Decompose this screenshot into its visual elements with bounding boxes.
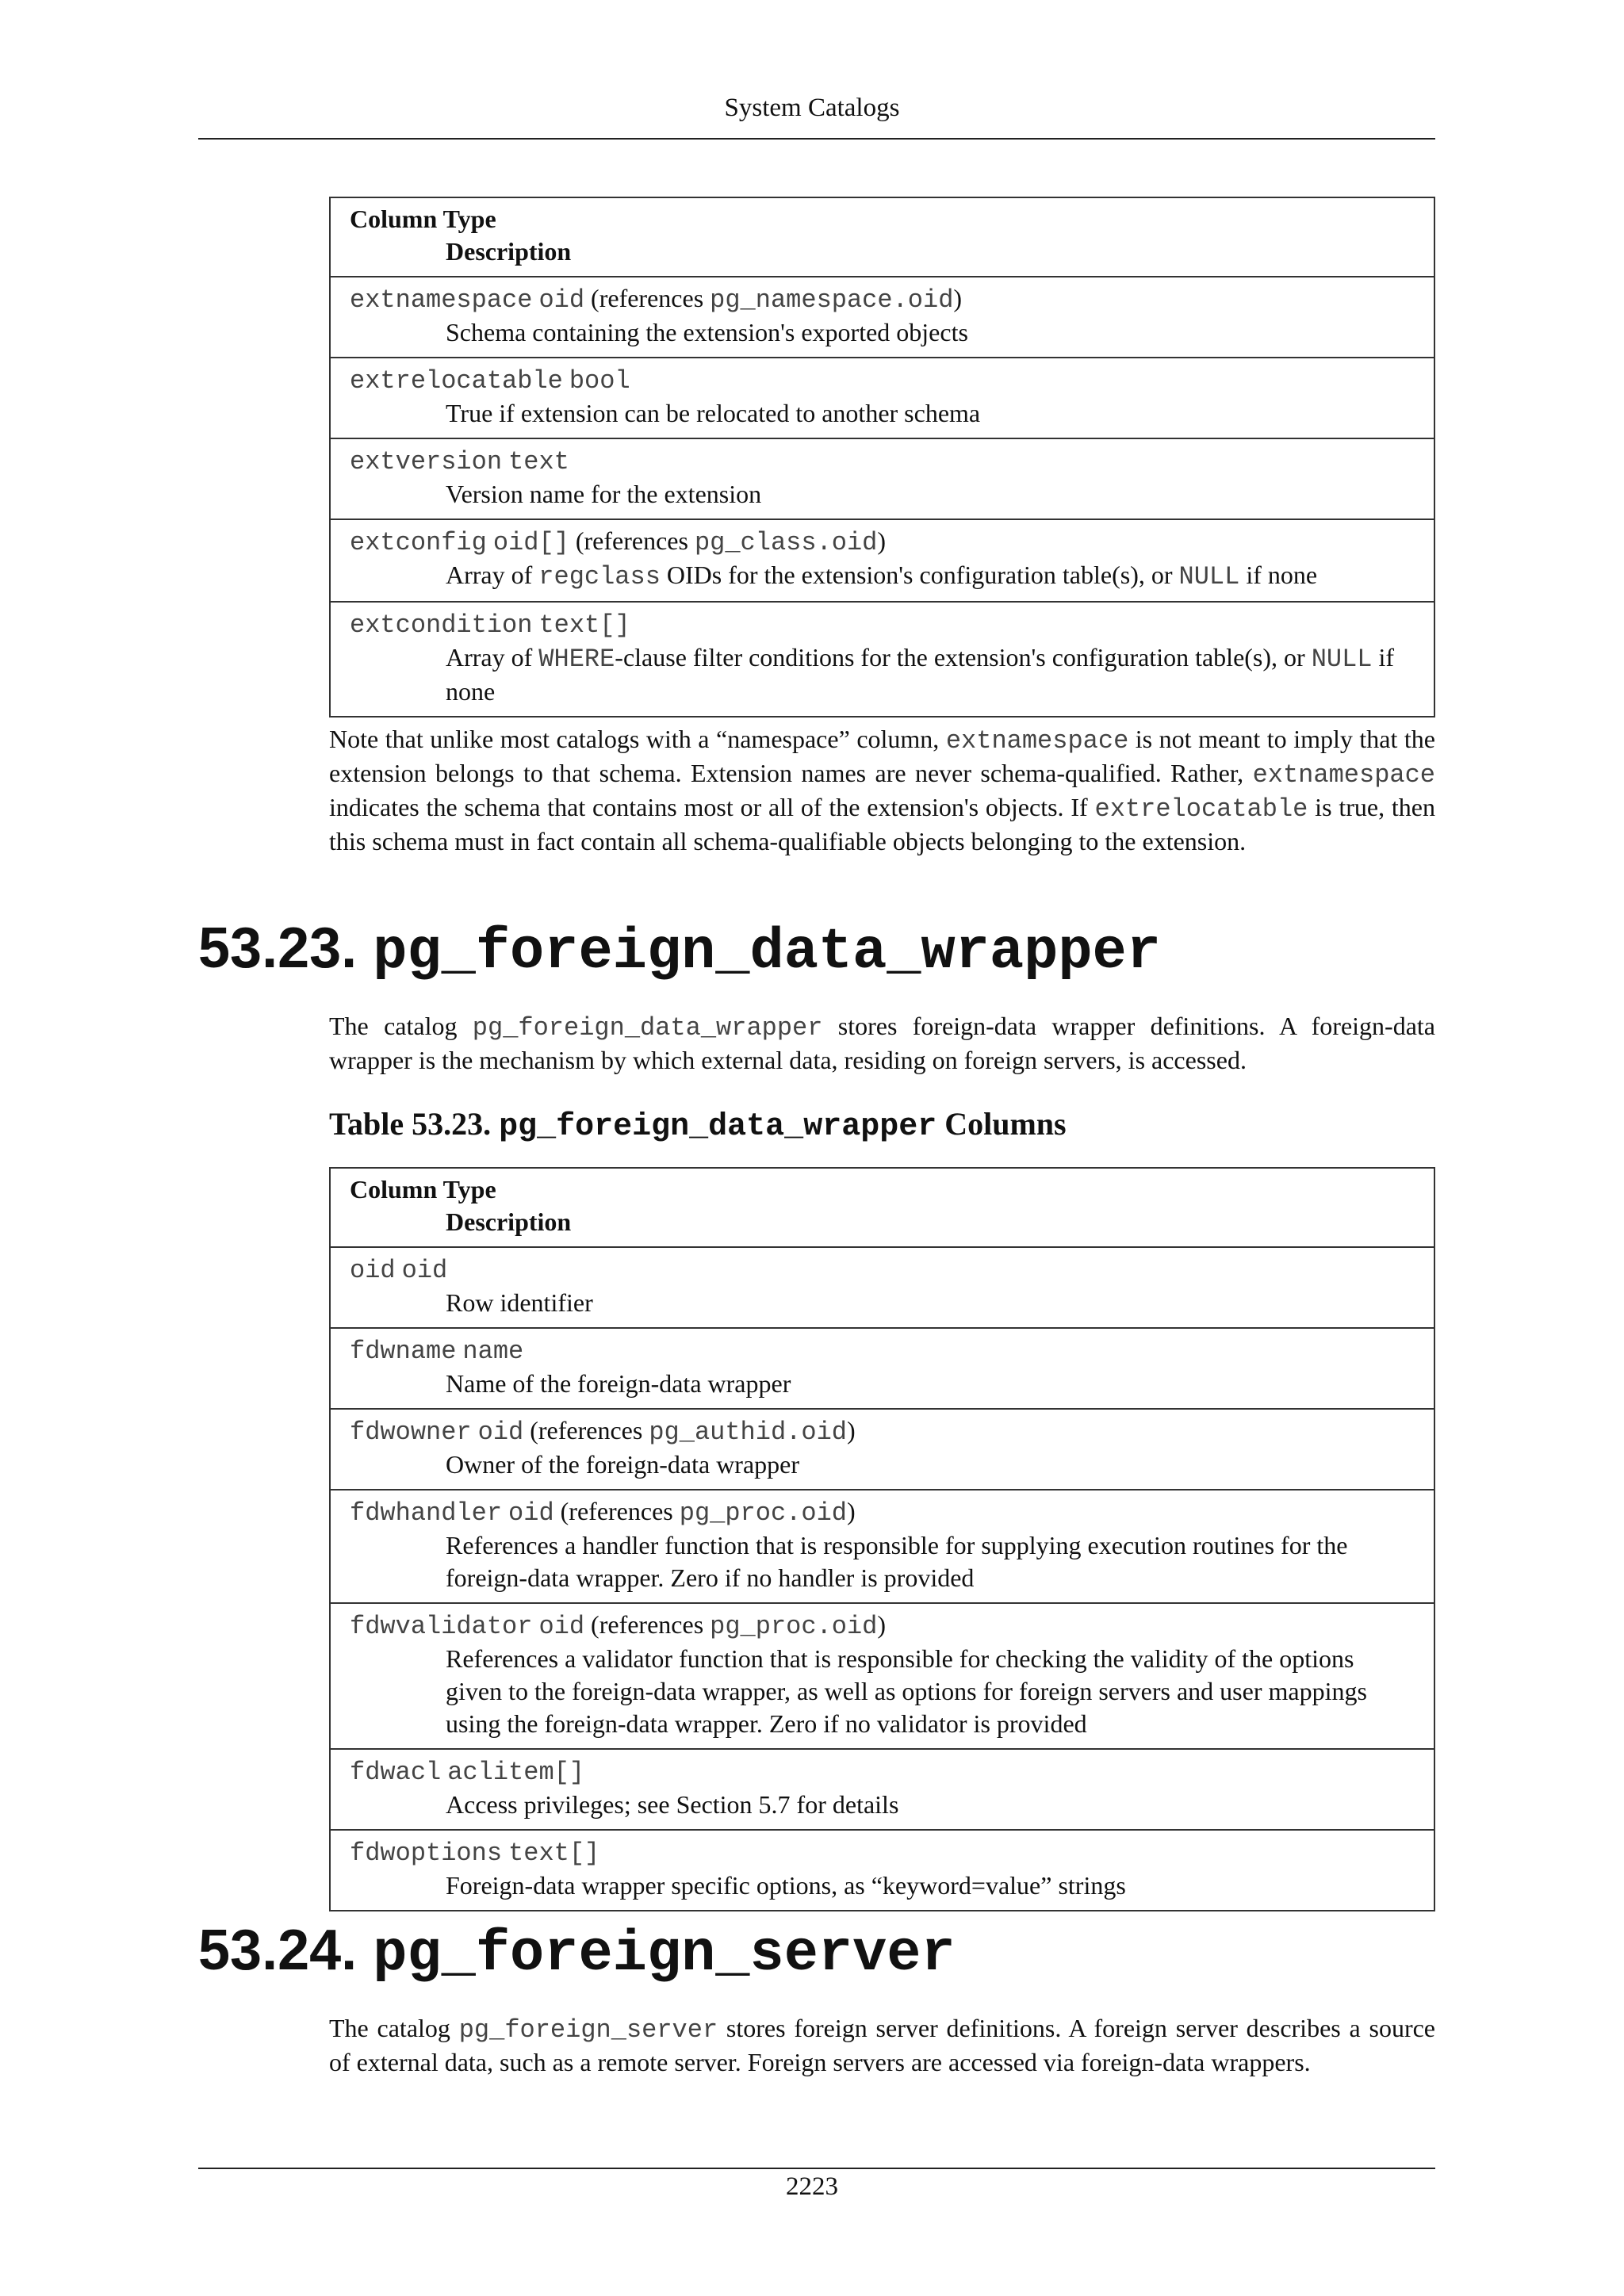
- table-caption-prefix: Table 53.23.: [329, 1106, 500, 1142]
- column-type: oid: [401, 1256, 448, 1285]
- text-run: stores foreign server definitions. A foreign server describes a source of external data, such as a remote server. Foreign servers are accessed via foreign-data wrappers.: [329, 2014, 1436, 2076]
- section-heading-53-23: [198, 916, 1161, 985]
- text-run: Note that unlike most catalogs with a “namespace” column,: [329, 725, 946, 753]
- table-row: [330, 277, 1434, 358]
- table-row: [330, 1409, 1434, 1490]
- note-paragraph: [329, 723, 1435, 858]
- text-run: Access privileges; see Section 5.7 for details: [446, 1790, 899, 1819]
- column-description: [350, 316, 1415, 349]
- table-row: [330, 358, 1434, 438]
- table-header-row: [330, 197, 1434, 277]
- column-name: extconfig: [350, 528, 487, 557]
- table-row: [330, 1603, 1434, 1749]
- column-signature: [350, 1495, 1415, 1529]
- table-cell: [330, 1409, 1434, 1490]
- column-signature: [350, 444, 1415, 478]
- text-run: is not meant to imply that the extension belongs to that schema. Extension names are never schema-qualified. Rather,: [329, 725, 1436, 787]
- table-cell: [330, 1247, 1434, 1328]
- references-target: pg_namespace.oid: [710, 285, 954, 315]
- text-run: Schema containing the extension's exported objects: [446, 318, 968, 346]
- references-close: ): [846, 1497, 856, 1525]
- code-term: extnamespace: [945, 726, 1129, 756]
- text-run: OIDs for the extension's configuration table(s), or: [660, 561, 1179, 589]
- page-number: 2223: [786, 2172, 838, 2201]
- table-cell: [330, 1603, 1434, 1749]
- table-cell: [330, 358, 1434, 438]
- column-description: [350, 1643, 1415, 1740]
- header-description: Description: [446, 1207, 572, 1236]
- column-signature: [350, 1414, 1415, 1448]
- code-term: extrelocatable: [1094, 794, 1308, 824]
- column-name: extrelocatable: [350, 366, 563, 396]
- table-row: [330, 438, 1434, 519]
- column-signature: [350, 1334, 1415, 1368]
- section-number: 53.23.: [198, 916, 358, 980]
- text-run: The catalog: [329, 2014, 459, 2042]
- table-cell: [330, 1490, 1434, 1603]
- column-type: aclitem[]: [447, 1758, 585, 1787]
- column-description: [350, 1287, 1415, 1319]
- header-column-type: Column Type: [350, 1175, 496, 1203]
- table-extension-continued: [329, 197, 1435, 718]
- text-run: is true, then this schema must in fact contain all schema-qualifiable objects belonging to the extension.: [329, 793, 1436, 855]
- text-run: The catalog: [329, 1012, 473, 1040]
- references-label: (references: [584, 1610, 710, 1639]
- column-description: [350, 478, 1415, 511]
- references-close: ): [877, 526, 887, 555]
- text-run: Version name for the extension: [446, 480, 762, 508]
- table-cell: [330, 1749, 1434, 1830]
- code-term: pg_foreign_data_wrapper: [472, 1013, 823, 1043]
- column-description: [350, 1789, 1415, 1821]
- column-signature: [350, 1755, 1415, 1789]
- table-caption-wrap: [329, 1105, 1435, 1145]
- column-name: fdwname: [350, 1337, 457, 1366]
- code-term: WHERE: [538, 645, 615, 674]
- references-target: pg_proc.oid: [679, 1498, 847, 1528]
- table-caption-suffix: Columns: [936, 1106, 1067, 1142]
- table-cell: [330, 1328, 1434, 1409]
- column-signature: [350, 363, 1415, 397]
- column-type: name: [462, 1337, 524, 1366]
- text-run: if none: [1239, 561, 1318, 589]
- section2-intro-wrap: [329, 2012, 1435, 2079]
- column-name: fdwacl: [350, 1758, 442, 1787]
- section-title: pg_foreign_data_wrapper: [373, 920, 1161, 985]
- column-type: bool: [569, 366, 630, 396]
- references-target: pg_authid.oid: [649, 1418, 847, 1447]
- table-extension-continued-wrap: [329, 197, 1435, 718]
- column-description: [350, 641, 1415, 708]
- code-term: pg_foreign_server: [458, 2015, 718, 2045]
- section-heading-53-24: [198, 1918, 956, 1987]
- references-label: (references: [569, 526, 695, 555]
- table-fdw-wrap: [329, 1167, 1435, 1911]
- column-description: [350, 1529, 1415, 1594]
- table-caption: [329, 1105, 1435, 1145]
- text-run: References a validator function that is responsible for checking the validity of the options given to the foreign-data wrapper, as well as options for foreign servers and user mappings using the foreign-data wrapper. Zero if no validator is provided: [446, 1644, 1367, 1738]
- column-name: extnamespace: [350, 285, 533, 315]
- column-type: oid: [538, 1612, 585, 1641]
- running-header: System Catalogs: [724, 94, 900, 122]
- header-rule: [198, 138, 1435, 140]
- references-label: (references: [584, 284, 710, 312]
- code-term: extnamespace: [1252, 760, 1435, 790]
- table-cell: [330, 519, 1434, 602]
- column-description: [350, 1368, 1415, 1400]
- text-run: References a handler function that is responsible for supplying execution routines for the foreign-data wrapper. Zero if no handler is provided: [446, 1531, 1348, 1592]
- text-run: Foreign-data wrapper specific options, as “keyword=value” strings: [446, 1871, 1126, 1900]
- column-type: oid: [508, 1498, 554, 1528]
- section1-intro-wrap: [329, 1010, 1435, 1077]
- column-type: oid: [477, 1418, 524, 1447]
- table-cell: [330, 277, 1434, 358]
- table-fdw-columns: [329, 1167, 1435, 1911]
- text-run: stores foreign-data wrapper definitions. A foreign-data wrapper is the mechanism by which external data, residing on foreign servers, is accessed.: [329, 1012, 1436, 1074]
- column-description: [350, 1869, 1415, 1902]
- table-row: [330, 1830, 1434, 1911]
- column-name: fdwoptions: [350, 1839, 503, 1868]
- table-row: [330, 1247, 1434, 1328]
- header-description: Description: [446, 237, 572, 266]
- column-name: fdwhandler: [350, 1498, 503, 1528]
- references-label: (references: [523, 1416, 649, 1445]
- column-signature: [350, 1835, 1415, 1869]
- table-row: [330, 519, 1434, 602]
- column-signature: [350, 607, 1415, 641]
- table-row: [330, 1749, 1434, 1830]
- column-name: fdwowner: [350, 1418, 472, 1447]
- section2-intro-paragraph: [329, 2012, 1435, 2079]
- text-run: Array of: [446, 643, 539, 672]
- table-cell: [330, 438, 1434, 519]
- table-row: [330, 1490, 1434, 1603]
- text-run: indicates the schema that contains most or all of the extension's objects. If: [329, 793, 1095, 821]
- table-cell: [330, 1830, 1434, 1911]
- column-signature: [350, 282, 1415, 316]
- column-description: [350, 559, 1415, 593]
- header-column-type: Column Type: [350, 205, 496, 233]
- column-name: extversion: [350, 447, 503, 476]
- column-description: [350, 397, 1415, 430]
- footer-rule: [198, 2168, 1435, 2169]
- code-term: NULL: [1311, 645, 1373, 674]
- column-signature: [350, 525, 1415, 559]
- column-signature: [350, 1253, 1415, 1287]
- column-type: text: [508, 447, 569, 476]
- column-type: text[]: [508, 1839, 600, 1868]
- table-cell: [330, 602, 1434, 717]
- column-type: oid: [538, 285, 585, 315]
- references-close: ): [846, 1416, 856, 1445]
- text-run: Owner of the foreign-data wrapper: [446, 1450, 800, 1479]
- text-run: Name of the foreign-data wrapper: [446, 1369, 791, 1398]
- text-run: Row identifier: [446, 1288, 593, 1317]
- column-signature: [350, 1609, 1415, 1643]
- references-target: pg_proc.oid: [710, 1612, 878, 1641]
- references-target: pg_class.oid: [694, 528, 878, 557]
- table-header-row: [330, 1168, 1434, 1247]
- text-run: True if extension can be relocated to another schema: [446, 399, 981, 427]
- references-close: ): [877, 1610, 887, 1639]
- column-name: fdwvalidator: [350, 1612, 533, 1641]
- text-run: if none: [446, 643, 1395, 706]
- column-type: oid[]: [492, 528, 569, 557]
- table-row: [330, 602, 1434, 717]
- section-number: 53.24.: [198, 1919, 358, 1982]
- references-label: (references: [553, 1497, 680, 1525]
- note-wrap: [329, 723, 1435, 858]
- column-name: oid: [350, 1256, 396, 1285]
- table-row: [330, 1328, 1434, 1409]
- column-type: text[]: [538, 610, 630, 640]
- column-name: extcondition: [350, 610, 533, 640]
- text-run: Array of: [446, 561, 539, 589]
- text-run: -clause filter conditions for the extension's configuration table(s), or: [615, 643, 1312, 672]
- table-caption-name: pg_foreign_data_wrapper: [499, 1109, 937, 1145]
- code-term: NULL: [1178, 562, 1240, 591]
- column-description: [350, 1448, 1415, 1481]
- section-title: pg_foreign_server: [373, 1922, 956, 1987]
- section1-intro-paragraph: [329, 1010, 1435, 1077]
- code-term: regclass: [538, 562, 661, 591]
- references-close: ): [953, 284, 963, 312]
